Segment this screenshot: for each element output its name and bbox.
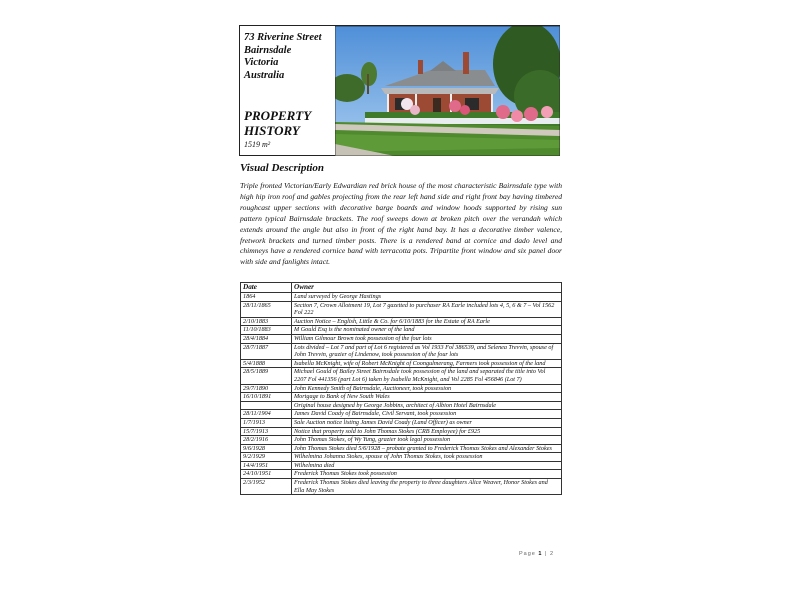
page-footer — [519, 551, 554, 557]
date-cell: 28/11/1865 — [241, 301, 292, 317]
visual-description-heading: Visual Description — [240, 162, 325, 174]
owner-cell: John Thomas Stokes, of Wy Yung, grazier took legal possession — [292, 436, 562, 445]
date-cell: 9/2/1929 — [241, 453, 292, 462]
table-row — [241, 359, 562, 368]
owner-cell: Lots divided – Lot 7 and part of Lot 6 registered as Vol 1933 Fol 386539, and Selenea Trevvin, spouse of John Trevvin, grazier of Lindenow, took possession of the four lots — [292, 343, 562, 359]
table-row — [241, 461, 562, 470]
date-cell: 2/10/1883 — [241, 317, 292, 326]
header-box — [239, 25, 560, 156]
owner-cell: Wilhelmina died — [292, 461, 562, 470]
owner-cell: Michael Gould of Bailey Street Bairnsdale took possession of the land and separated the title into Vol 2207 Fol 441356 (part Lot 6) taken by Isabella McKnight, and Vol 2285 Fol 456846 (Lot 7) — [292, 368, 562, 384]
table-row — [241, 470, 562, 479]
date-cell: 28/2/1916 — [241, 436, 292, 445]
owner-cell: Frederick Thomas Stokes died leaving the property to three daughters Alice Weaver, Honor Stokes and Ella May Stokes — [292, 479, 562, 495]
house-photo-illustration — [335, 26, 560, 156]
date-cell: 14/4/1951 — [241, 461, 292, 470]
table-row — [241, 444, 562, 453]
date-cell: 16/10/1891 — [241, 393, 292, 402]
owner-cell: Wilhelmina Johanna Stokes, spouse of John Thomas Stokes, took possession — [292, 453, 562, 462]
table-row — [241, 401, 562, 410]
date-cell: 11/10/1883 — [241, 326, 292, 335]
land-area: 1519 m² — [244, 140, 271, 149]
owner-cell: Original house designed by George Jobbins, architect of Albion Hotel Bairnsdale — [292, 401, 562, 410]
footer-page-total: 2 — [549, 551, 555, 557]
table-body — [241, 293, 562, 495]
footer-separator: | — [544, 551, 548, 557]
footer-page-number: 1 — [538, 551, 543, 557]
title-line-2: HISTORY — [244, 123, 300, 138]
table-row — [241, 479, 562, 495]
owner-cell: Mortgage to Bank of New South Wales — [292, 393, 562, 402]
table-row — [241, 301, 562, 317]
address-country: Australia — [244, 69, 285, 81]
table-row — [241, 384, 562, 393]
owner-cell: John Thomas Stokes died 5/6/1928 – probate granted to Frederick Thomas Stokes and Alexander Stokes — [292, 444, 562, 453]
column-header-owner: Owner — [292, 283, 562, 293]
owner-cell: Auction Notice – English, Little & Co. for 6/10/1883 for the Estate of RA Earle — [292, 317, 562, 326]
house-photo — [335, 26, 560, 156]
table-row — [241, 317, 562, 326]
table-row — [241, 393, 562, 402]
table-header-row — [241, 283, 562, 293]
address-town: Bairnsdale — [244, 44, 292, 56]
date-cell: 1/7/1913 — [241, 418, 292, 427]
date-cell: 9/6/1928 — [241, 444, 292, 453]
table-row — [241, 418, 562, 427]
date-cell: 28/7/1887 — [241, 343, 292, 359]
date-cell: 28/5/1889 — [241, 368, 292, 384]
ownership-history-table — [240, 282, 562, 495]
visual-description-text: Triple fronted Victorian/Early Edwardian red brick house of the most characteristic Bairnsdale type with high hip iron roof and gables projecting from the rear left hand side and right front bay having timbered roughcast upper sections with decorative barge boards and window hoods supported by rising sun pattern typical Bairnsdale brackets. The roof sweeps down at broken pitch over the verandah which extends around the angle but also in front of the right hand bay. It has a decorative timber valence, fretwork brackets and turned timber posts. There is a rendered band at cornice and dado level and chimneys have a rendered cornice band with terracotta pots. Tripartite front window and six panel door with side and fanlights intact. — [240, 181, 562, 267]
table-row — [241, 343, 562, 359]
date-cell: 24/10/1951 — [241, 470, 292, 479]
table-row — [241, 334, 562, 343]
date-cell: 29/7/1890 — [241, 384, 292, 393]
owner-cell: Land surveyed by George Hastings — [292, 293, 562, 302]
page-title — [244, 108, 311, 138]
owner-cell: Sale Auction notice listing James David Coady (Land Officer) as owner — [292, 418, 562, 427]
owner-cell: Notice that property sold to John Thomas Stokes (CRB Employee) for £925 — [292, 427, 562, 436]
owner-cell: M Gould Esq is the nominated owner of the land — [292, 326, 562, 335]
owner-cell: James David Coady of Bairnsdale, Civil Servant, took possession — [292, 410, 562, 419]
table-row — [241, 368, 562, 384]
owner-cell: John Kennedy Smith of Bairnsdale, Auctioneer, took possession — [292, 384, 562, 393]
footer-page-word: Page — [519, 551, 536, 557]
date-cell: 28/11/1904 — [241, 410, 292, 419]
table-row — [241, 453, 562, 462]
table-row — [241, 436, 562, 445]
table-row — [241, 326, 562, 335]
date-cell: 28/4/1884 — [241, 334, 292, 343]
address-state: Victoria — [244, 57, 279, 68]
address-street: 73 Riverine Street — [244, 32, 322, 43]
date-cell: 15/7/1913 — [241, 427, 292, 436]
address-block — [244, 32, 322, 82]
table-row — [241, 427, 562, 436]
title-line-1: PROPERTY — [244, 108, 312, 123]
owner-cell: Isabella McKnight, wife of Robert McKnight of Coongulmerang, Farmers took possession of the land — [292, 359, 562, 368]
owner-cell: Section 7, Crown Allotment 19, Lot 7 gazetted to purchaser RA Earle included lots 4, 5, 6 & 7 – Vol 1562 Fol 222 — [292, 301, 562, 317]
owner-cell: Frederick Thomas Stokes took possession — [292, 470, 562, 479]
table-row — [241, 293, 562, 302]
owner-cell: William Gilmour Brown took possession of the four lots — [292, 334, 562, 343]
date-cell — [241, 401, 292, 410]
table-row — [241, 410, 562, 419]
date-cell: 5/4/1888 — [241, 359, 292, 368]
date-cell: 2/3/1952 — [241, 479, 292, 495]
date-cell: 1864 — [241, 293, 292, 302]
column-header-date: Date — [241, 283, 292, 293]
